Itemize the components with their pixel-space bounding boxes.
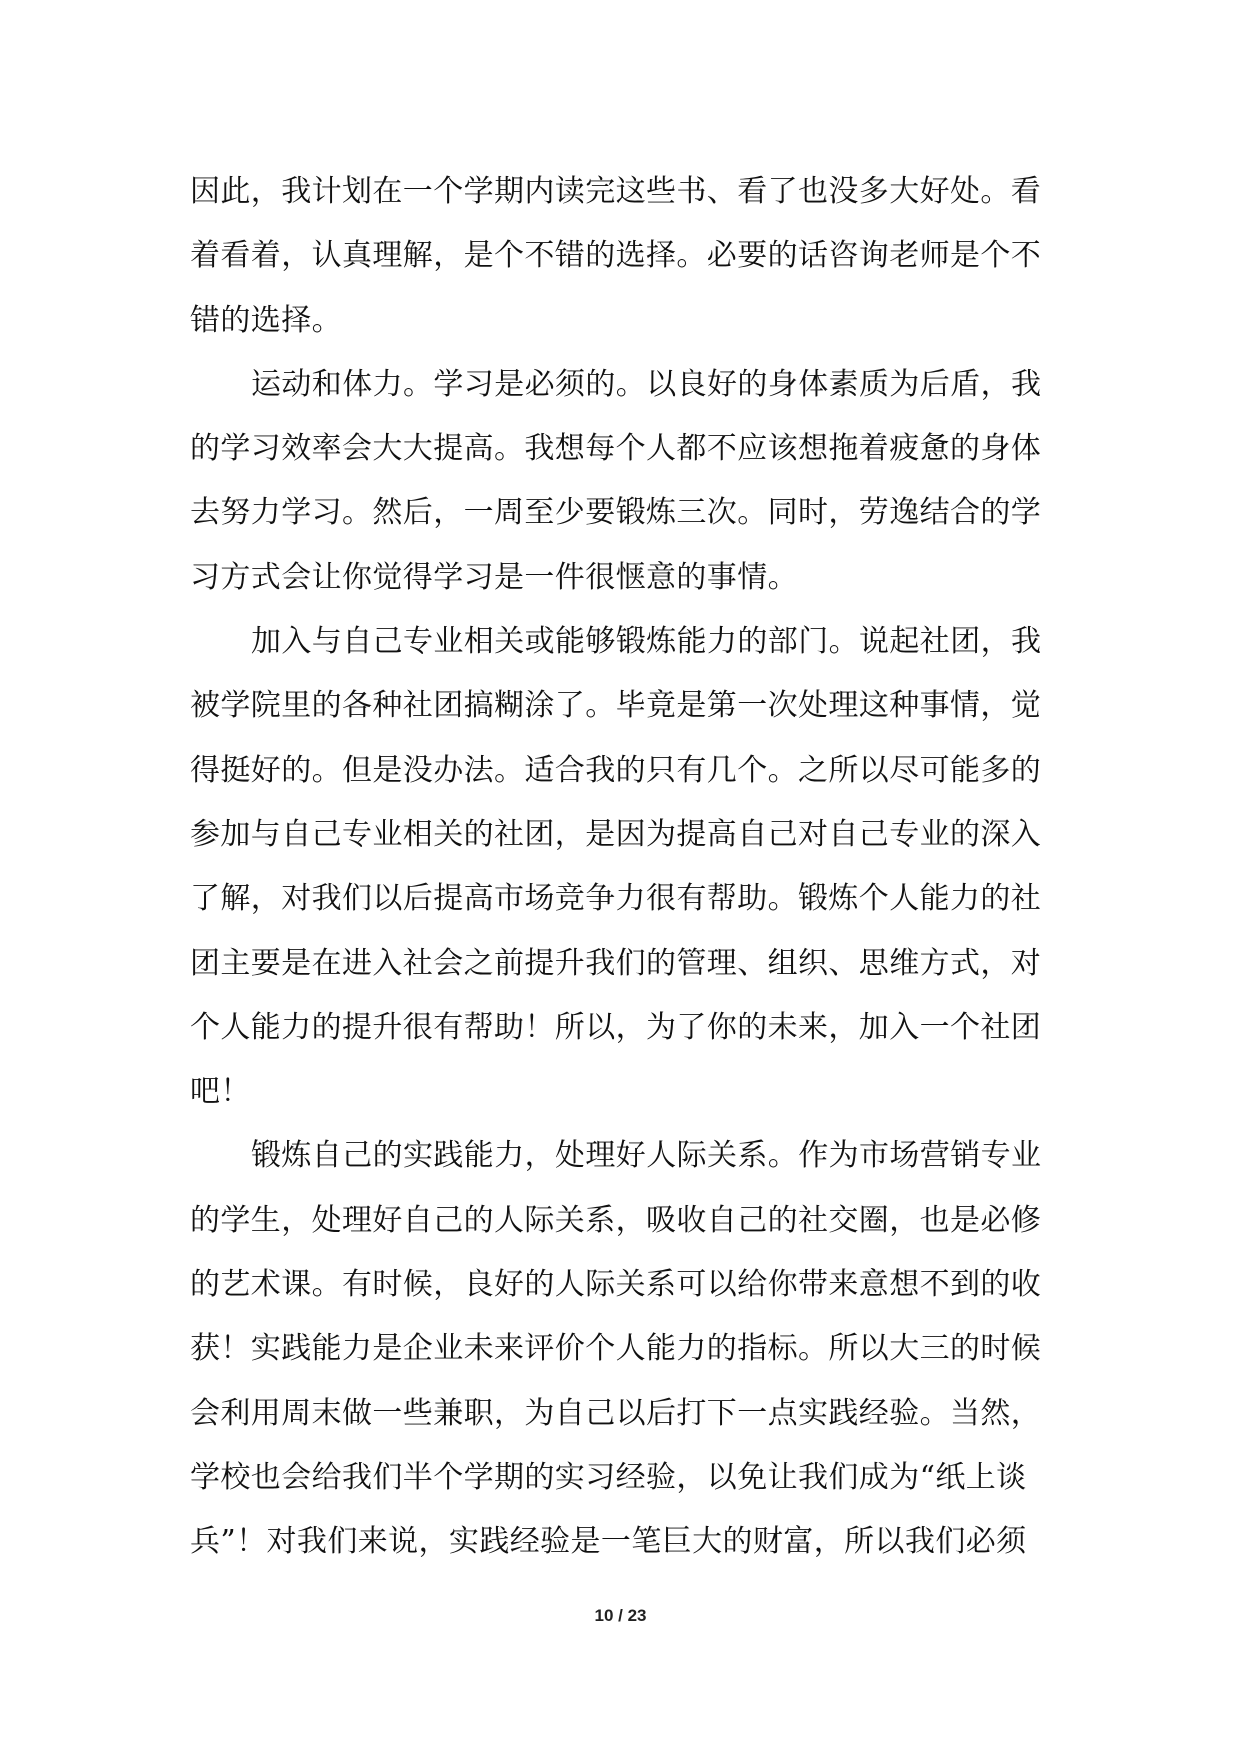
paragraph [190,160,1060,353]
document-body [190,160,1060,1575]
text-line: 学校也会给我们半个学期的实习经验，以免让我们成为“纸上谈 [190,1459,1027,1495]
text-line: 错的选择。 [190,302,342,338]
page-number: 10 / 23 [594,1606,647,1625]
text-line: 的艺术课。有时候，良好的人际关系可以给你带来意想不到的收 [190,1267,1042,1303]
paragraph [190,353,1060,610]
paragraph [190,1124,1060,1574]
paragraph [190,610,1060,1124]
text-line: 得挺好的。但是没办法。适合我的只有几个。之所以尽可能多的 [190,752,1042,788]
text-line: 去努力学习。然后，一周至少要锻炼三次。同时，劳逸结合的学 [190,495,1042,531]
text-line: 兵”！对我们来说，实践经验是一笔巨大的财富，所以我们必须 [190,1524,1027,1560]
text-line: 的学生，处理好自己的人际关系，吸收自己的社交圈，也是必修 [190,1202,1042,1238]
text-line: 运动和体力。学习是必须的。以良好的身体素质为后盾，我 [251,366,1042,402]
text-line: 习方式会让你觉得学习是一件很惬意的事情。 [190,559,798,595]
text-line: 加入与自己专业相关或能够锻炼能力的部门。说起社团，我 [251,624,1042,660]
text-line: 因此，我计划在一个学期内读完这些书、看了也没多大好处。看 [190,174,1042,209]
text-line: 了解，对我们以后提高市场竞争力很有帮助。锻炼个人能力的社 [190,881,1042,917]
text-line: 参加与自己专业相关的社团，是因为提高自己对自己专业的深入 [190,816,1042,852]
text-line: 获！实践能力是企业未来评价个人能力的指标。所以大三的时候 [190,1331,1042,1367]
text-line: 锻炼自己的实践能力，处理好人际关系。作为市场营销专业 [251,1138,1042,1174]
text-line: 的学习效率会大大提高。我想每个人都不应该想拖着疲惫的身体 [190,431,1042,467]
text-line: 会利用周末做一些兼职，为自己以后打下一点实践经验。当然， [190,1395,1042,1431]
text-line: 被学院里的各种社团搞糊涂了。毕竟是第一次处理这种事情，觉 [190,688,1042,724]
text-line: 吧！ [190,1074,251,1110]
text-line: 团主要是在进入社会之前提升我们的管理、组织、思维方式，对 [190,945,1042,981]
text-line: 着看着，认真理解，是个不错的选择。必要的话咨询老师是个不 [190,238,1042,274]
text-line: 个人能力的提升很有帮助！所以，为了你的未来，加入一个社团 [190,1009,1042,1045]
